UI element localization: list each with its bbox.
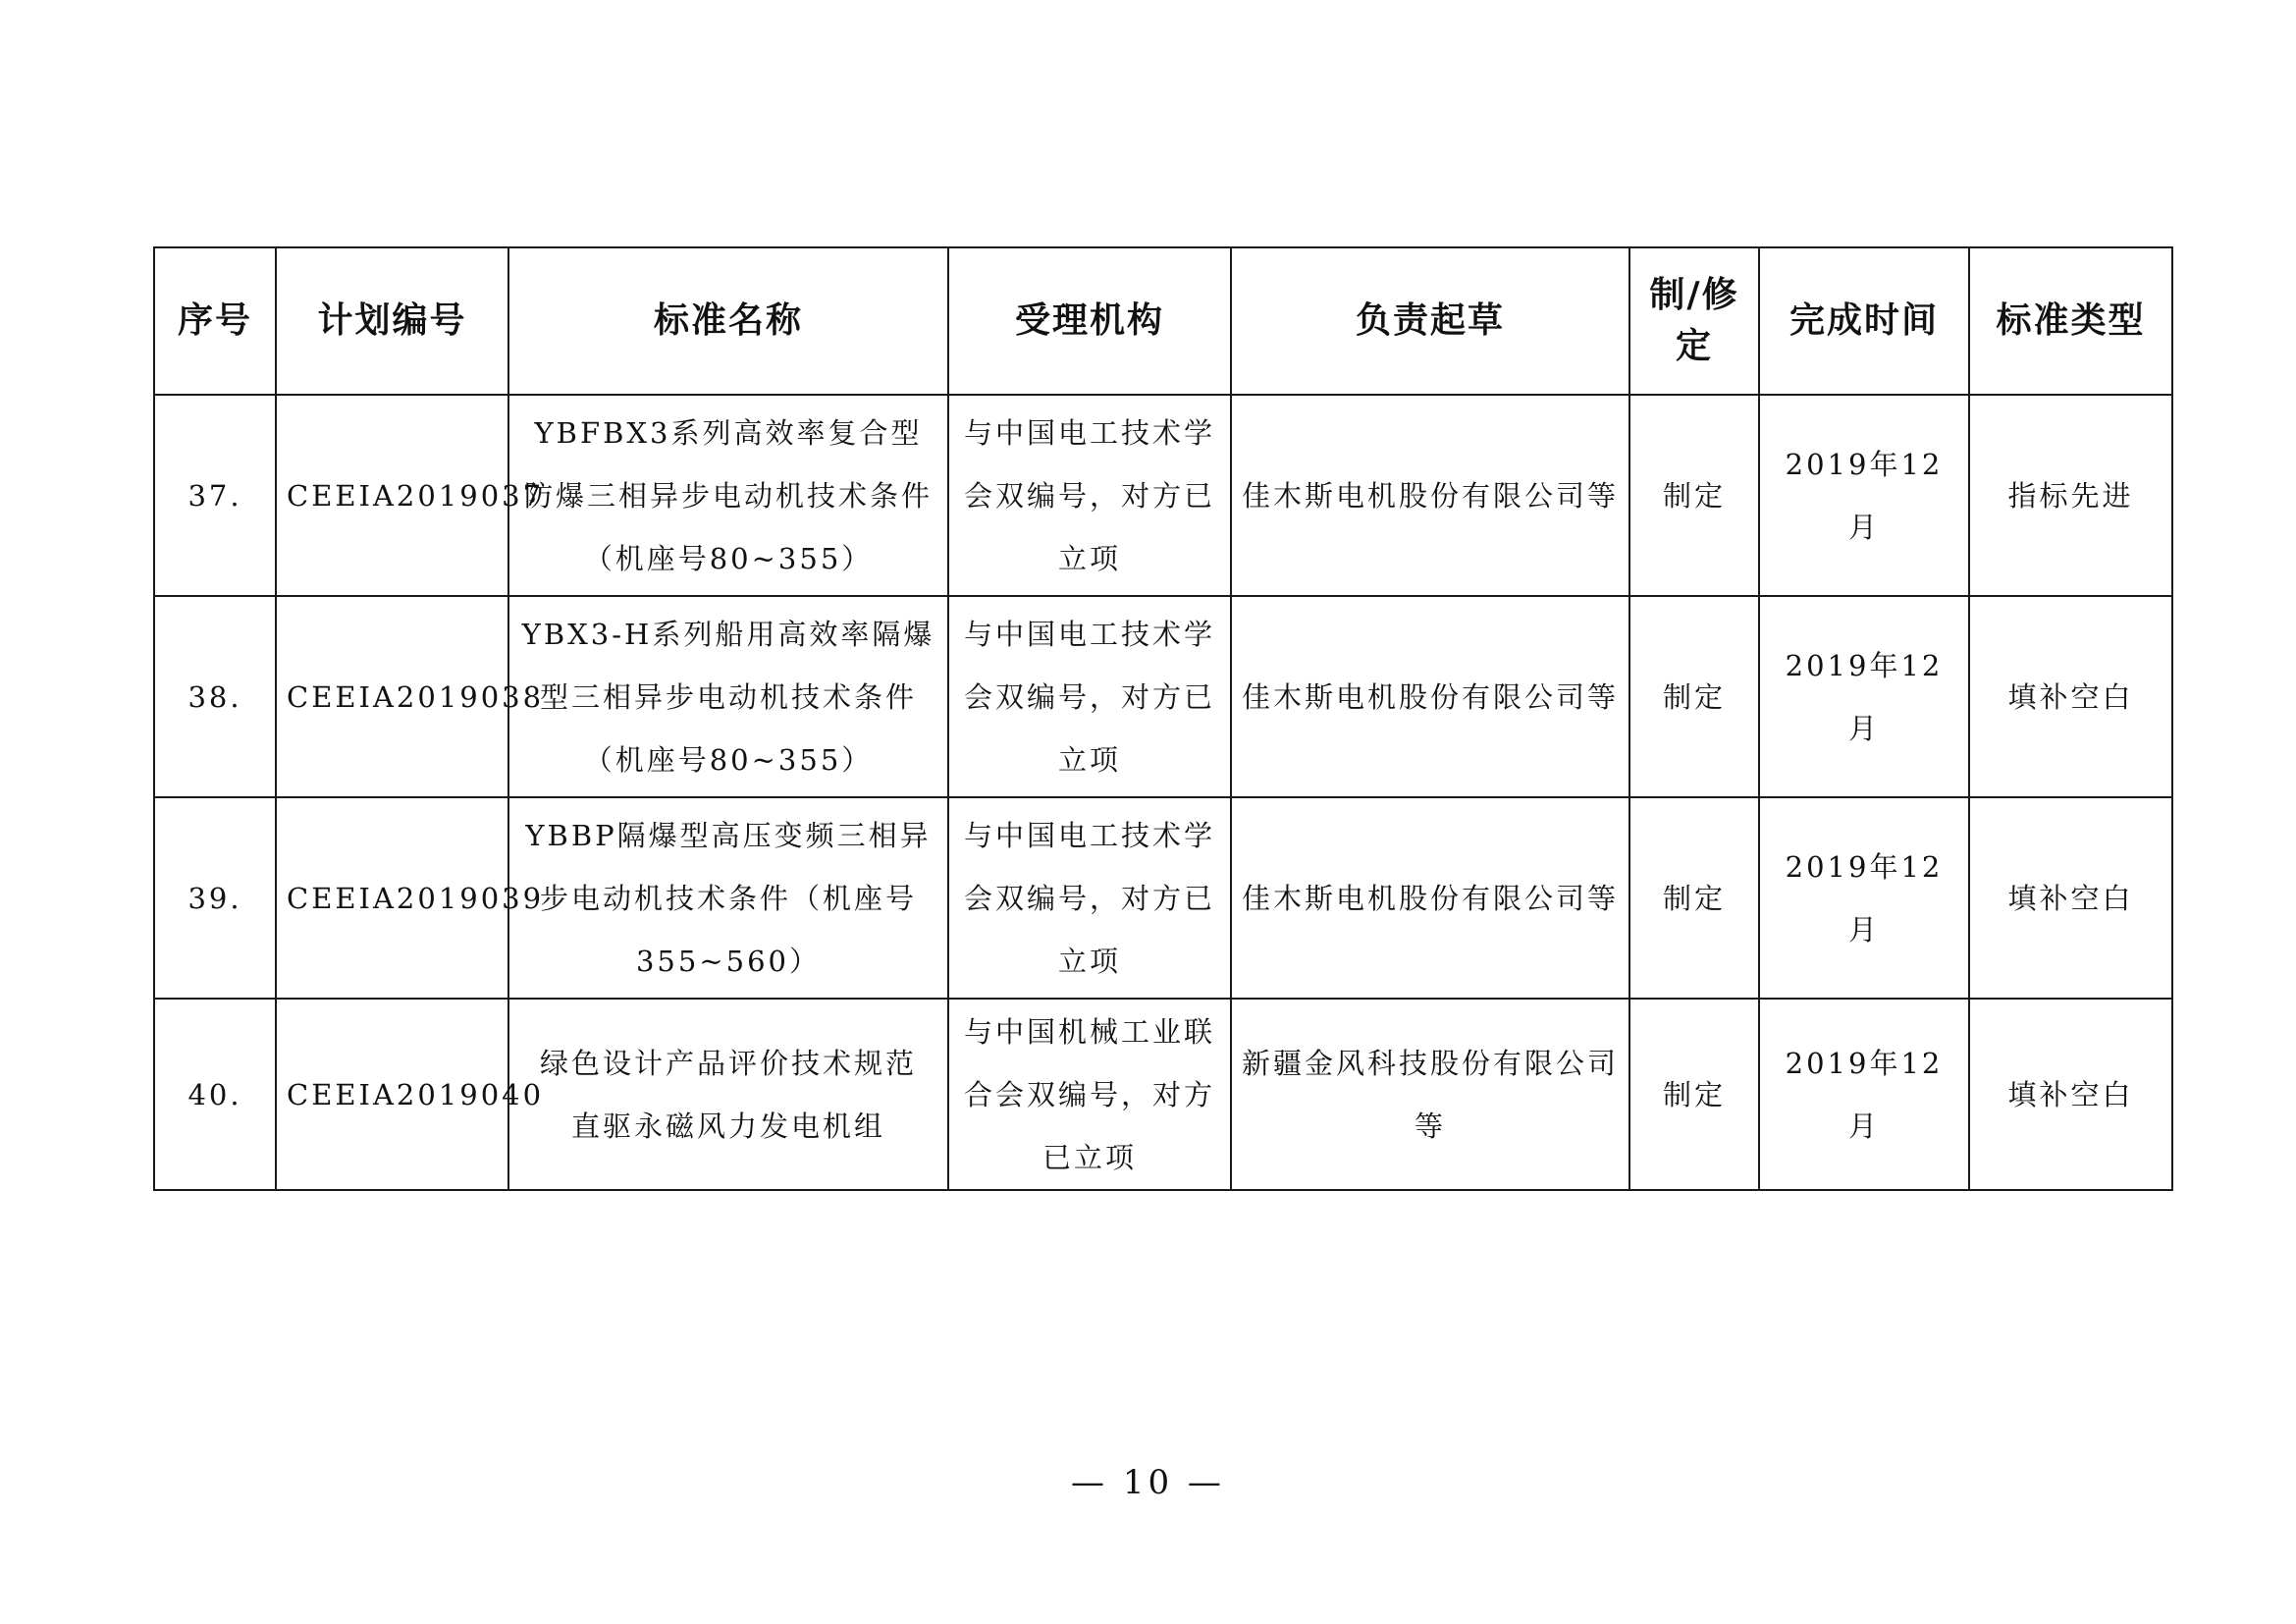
cell-standard-name: YBFBX3系列高效率复合型防爆三相异步电动机技术条件（机座号80~355）	[508, 395, 948, 596]
header-standard-type: 标准类型	[1969, 247, 2172, 395]
header-completion-time: 完成时间	[1759, 247, 1969, 395]
table-row	[154, 797, 2172, 999]
cell-completion-time: 2019年12月	[1759, 596, 1969, 797]
cell-accepting-agency: 与中国电工技术学会双编号，对方已立项	[948, 395, 1231, 596]
cell-standard-type: 指标先进	[1969, 395, 2172, 596]
cell-completion-time: 2019年12月	[1759, 797, 1969, 999]
cell-formulate-revise: 制定	[1629, 395, 1759, 596]
cell-drafting-unit: 佳木斯电机股份有限公司等	[1231, 596, 1629, 797]
header-drafting-unit: 负责起草	[1231, 247, 1629, 395]
cell-formulate-revise: 制定	[1629, 596, 1759, 797]
table-row	[154, 999, 2172, 1190]
header-seq: 序号	[154, 247, 276, 395]
cell-accepting-agency: 与中国电工技术学会双编号，对方已立项	[948, 596, 1231, 797]
cell-accepting-agency: 与中国电工技术学会双编号，对方已立项	[948, 797, 1231, 999]
standards-plan-table	[153, 246, 2173, 1191]
cell-seq: 37.	[154, 395, 276, 596]
cell-standard-type: 填补空白	[1969, 797, 2172, 999]
table-row	[154, 395, 2172, 596]
cell-plan-no: CEEIA2019040	[276, 999, 508, 1190]
cell-drafting-unit: 佳木斯电机股份有限公司等	[1231, 395, 1629, 596]
table-header-row	[154, 247, 2172, 395]
page-number: — 10 —	[1071, 1463, 1225, 1502]
header-accepting-agency: 受理机构	[948, 247, 1231, 395]
cell-plan-no: CEEIA2019037	[276, 395, 508, 596]
cell-drafting-unit: 佳木斯电机股份有限公司等	[1231, 797, 1629, 999]
cell-standard-name: YBBP隔爆型高压变频三相异步电动机技术条件（机座号355~560）	[508, 797, 948, 999]
cell-plan-no: CEEIA2019039	[276, 797, 508, 999]
header-formulate-revise: 制/修定	[1629, 247, 1759, 395]
cell-standard-name: YBX3-H系列船用高效率隔爆型三相异步电动机技术条件（机座号80~355）	[508, 596, 948, 797]
cell-seq: 40.	[154, 999, 276, 1190]
cell-standard-type: 填补空白	[1969, 999, 2172, 1190]
cell-accepting-agency: 与中国机械工业联合会双编号，对方已立项	[948, 999, 1231, 1190]
cell-seq: 38.	[154, 596, 276, 797]
cell-seq: 39.	[154, 797, 276, 999]
cell-standard-name: 绿色设计产品评价技术规范 直驱永磁风力发电机组	[508, 999, 948, 1190]
cell-standard-type: 填补空白	[1969, 596, 2172, 797]
table-row	[154, 596, 2172, 797]
cell-completion-time: 2019年12月	[1759, 395, 1969, 596]
header-standard-name: 标准名称	[508, 247, 948, 395]
cell-plan-no: CEEIA2019038	[276, 596, 508, 797]
cell-formulate-revise: 制定	[1629, 999, 1759, 1190]
header-plan-no: 计划编号	[276, 247, 508, 395]
cell-drafting-unit: 新疆金风科技股份有限公司等	[1231, 999, 1629, 1190]
cell-formulate-revise: 制定	[1629, 797, 1759, 999]
cell-completion-time: 2019年12月	[1759, 999, 1969, 1190]
